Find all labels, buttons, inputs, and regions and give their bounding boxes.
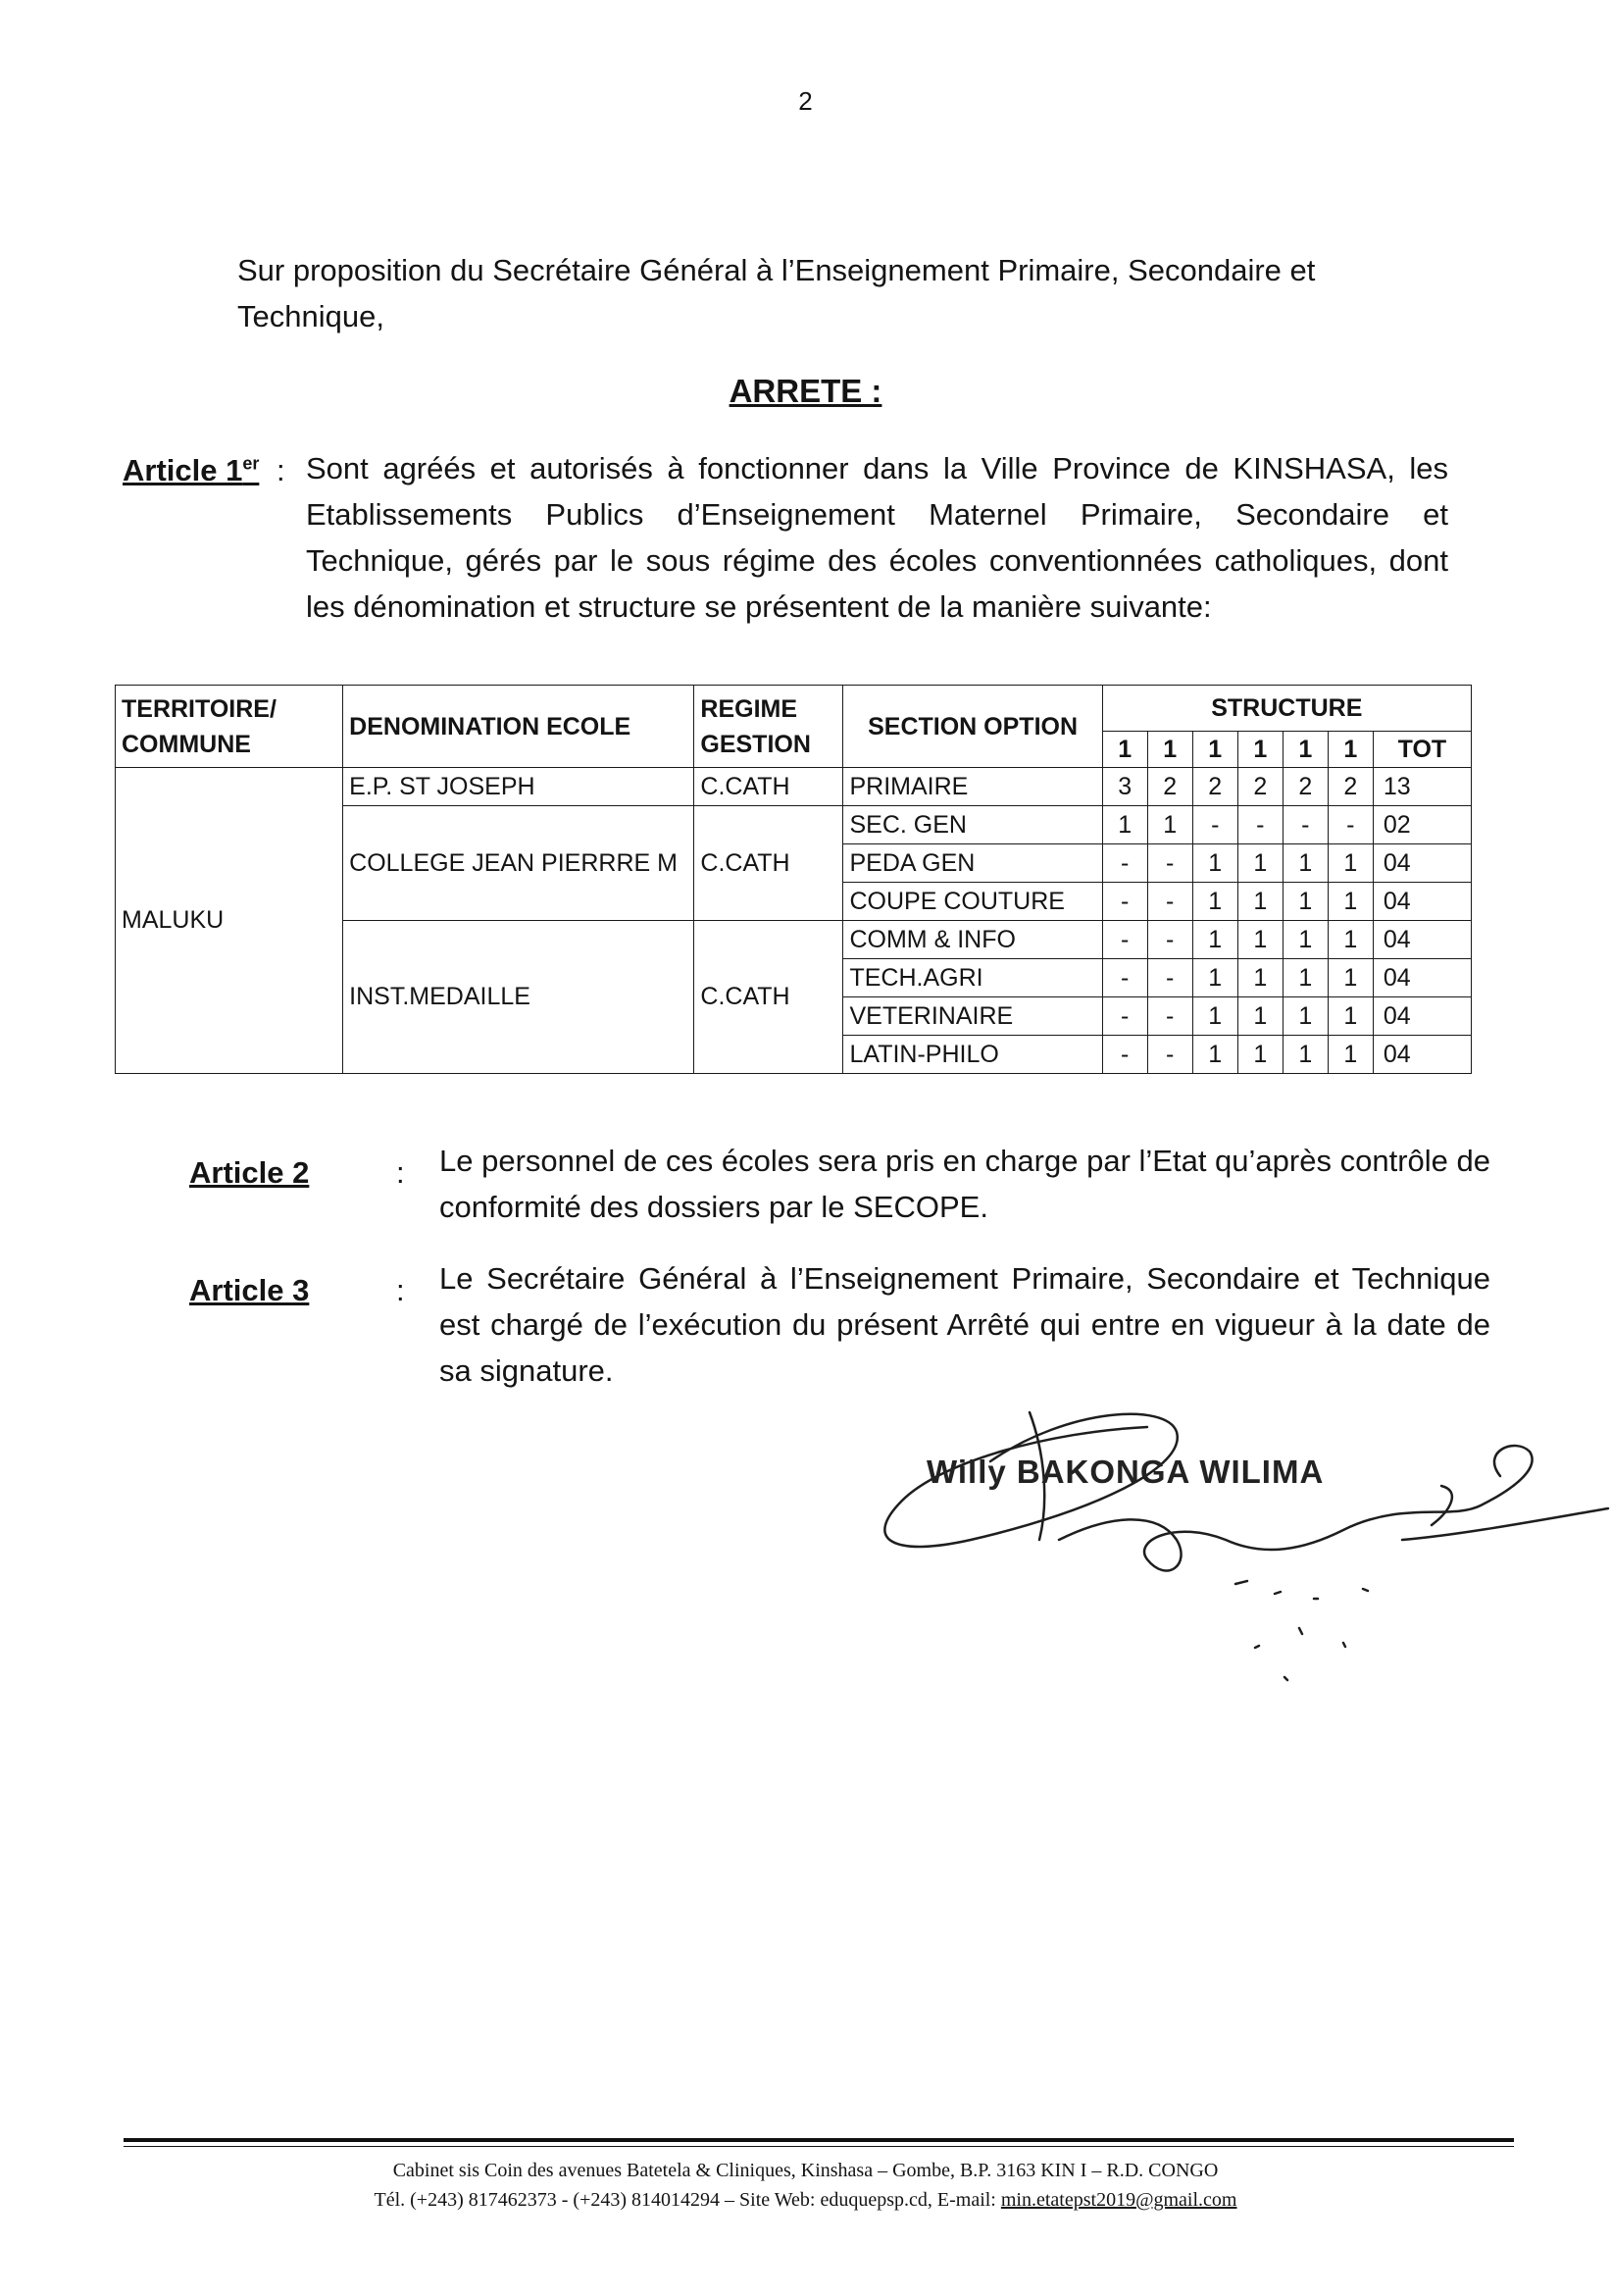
grade-value-cell: 1	[1192, 1036, 1237, 1074]
grade-value-cell: 1	[1283, 921, 1328, 959]
total-cell: 04	[1373, 959, 1471, 997]
grade-value-cell: 1	[1328, 921, 1373, 959]
grade-value-cell: -	[1237, 806, 1283, 844]
total-cell: 04	[1373, 883, 1471, 921]
grade-value-cell: 1	[1283, 1036, 1328, 1074]
grade-value-cell: 1	[1237, 1036, 1283, 1074]
grade-value-cell: 1	[1192, 883, 1237, 921]
school-name-cell: E.P. ST JOSEPH	[343, 768, 694, 806]
grade-value-cell: 1	[1328, 883, 1373, 921]
grade-value-cell: 1	[1147, 806, 1192, 844]
intro-paragraph: Sur proposition du Secrétaire Général à l’Enseignement Primaire, Secondaire et Technique,	[237, 253, 1316, 333]
grade-value-cell: -	[1147, 997, 1192, 1036]
section-cell: PRIMAIRE	[843, 768, 1102, 806]
grade-value-cell: 1	[1328, 959, 1373, 997]
article-3-text: Le Secrétaire Général à l’Enseignement Primaire, Secondaire et Technique est chargé de l’exécution du présent Arrêté qui entre en vigueur à la date de sa signature.	[439, 1261, 1490, 1388]
schools-structure-table	[115, 685, 1472, 1074]
signatory-name: Willy BAKONGA WILIMA	[927, 1454, 1325, 1490]
header-section: SECTION OPTION	[843, 686, 1102, 768]
grade-value-cell: 1	[1283, 883, 1328, 921]
grade-value-cell: -	[1147, 883, 1192, 921]
header-grade: 1	[1237, 732, 1283, 768]
school-name-cell: INST.MEDAILLE	[343, 921, 694, 1074]
grade-value-cell: 2	[1283, 768, 1328, 806]
regime-cell: C.CATH	[694, 806, 843, 921]
grade-value-cell: -	[1102, 844, 1147, 883]
regime-cell: C.CATH	[694, 921, 843, 1074]
table-row	[116, 768, 1472, 806]
grade-value-cell: 1	[1192, 844, 1237, 883]
grade-value-cell: -	[1147, 1036, 1192, 1074]
grade-value-cell: -	[1147, 844, 1192, 883]
section-cell: TECH.AGRI	[843, 959, 1102, 997]
page-number: 2	[798, 86, 813, 116]
grade-value-cell: -	[1147, 921, 1192, 959]
grade-value-cell: 1	[1283, 997, 1328, 1036]
grade-value-cell: 2	[1147, 768, 1192, 806]
header-grade: 1	[1102, 732, 1147, 768]
grade-value-cell: 2	[1237, 768, 1283, 806]
grade-value-cell: 1	[1192, 997, 1237, 1036]
total-cell: 04	[1373, 921, 1471, 959]
grade-value-cell: 1	[1283, 844, 1328, 883]
table-header-row	[116, 686, 1472, 732]
grade-value-cell: 1	[1102, 806, 1147, 844]
header-denomination: DENOMINATION ECOLE	[343, 686, 694, 768]
grade-value-cell: 1	[1237, 997, 1283, 1036]
regime-cell: C.CATH	[694, 768, 843, 806]
article-1-colon: :	[277, 453, 285, 487]
section-cell: LATIN-PHILO	[843, 1036, 1102, 1074]
article-1-label-sup: er	[242, 453, 260, 474]
article-1-text: Sont agréés et autorisés à fonctionner dans la Ville Province de KINSHASA, les Etablissements Publics d’Enseignement Maternel Primaire, Secondaire et Technique, gérés par le sous régime des écoles conventionnées catholiques, dont les dénomination et structure se présentent de la manière suivante:	[306, 451, 1448, 624]
header-grade: 1	[1328, 732, 1373, 768]
total-cell: 04	[1373, 844, 1471, 883]
article-1-label	[123, 453, 259, 488]
section-cell: COUPE COUTURE	[843, 883, 1102, 921]
school-name-cell: COLLEGE JEAN PIERRRE M	[343, 806, 694, 921]
footer-divider-thin	[124, 2146, 1514, 2147]
grade-value-cell: 1	[1237, 844, 1283, 883]
grade-value-cell: 1	[1192, 921, 1237, 959]
header-territoire: TERRITOIRE/ COMMUNE	[116, 686, 343, 768]
article-2-colon: :	[396, 1155, 405, 1190]
grade-value-cell: 3	[1102, 768, 1147, 806]
grade-value-cell: -	[1102, 997, 1147, 1036]
grade-value-cell: -	[1102, 883, 1147, 921]
section-cell: VETERINAIRE	[843, 997, 1102, 1036]
grade-value-cell: 1	[1328, 844, 1373, 883]
grade-value-cell: -	[1102, 921, 1147, 959]
header-tot: TOT	[1373, 732, 1471, 768]
grade-value-cell: 1	[1237, 959, 1283, 997]
grade-value-cell: -	[1147, 959, 1192, 997]
total-cell: 02	[1373, 806, 1471, 844]
grade-value-cell: -	[1102, 959, 1147, 997]
header-regime: REGIME GESTION	[694, 686, 843, 768]
total-cell: 04	[1373, 1036, 1471, 1074]
article-3-colon: :	[396, 1273, 405, 1307]
grade-value-cell: -	[1328, 806, 1373, 844]
header-structure: STRUCTURE	[1102, 686, 1471, 732]
grade-value-cell: -	[1192, 806, 1237, 844]
header-grade: 1	[1192, 732, 1237, 768]
grade-value-cell: 1	[1328, 1036, 1373, 1074]
article-3-label: Article 3	[189, 1273, 310, 1307]
article-2-label: Article 2	[189, 1155, 310, 1190]
total-cell: 13	[1373, 768, 1471, 806]
grade-value-cell: -	[1102, 1036, 1147, 1074]
grade-value-cell: -	[1283, 806, 1328, 844]
header-grade: 1	[1283, 732, 1328, 768]
grade-value-cell: 1	[1237, 921, 1283, 959]
section-cell: PEDA GEN	[843, 844, 1102, 883]
grade-value-cell: 1	[1192, 959, 1237, 997]
grade-value-cell: 1	[1283, 959, 1328, 997]
grade-value-cell: 2	[1328, 768, 1373, 806]
footer-email-link[interactable]: min.etatepst2019@gmail.com	[1000, 2189, 1237, 2211]
header-grade: 1	[1147, 732, 1192, 768]
section-cell: SEC. GEN	[843, 806, 1102, 844]
total-cell: 04	[1373, 997, 1471, 1036]
article-2-text: Le personnel de ces écoles sera pris en charge par l’Etat qu’après contrôle de conformité des dossiers par le SECOPE.	[439, 1144, 1490, 1224]
footer-contact	[0, 2189, 1611, 2212]
territoire-cell: MALUKU	[116, 768, 343, 1074]
section-cell: COMM & INFO	[843, 921, 1102, 959]
grade-value-cell: 1	[1328, 997, 1373, 1036]
grade-value-cell: 2	[1192, 768, 1237, 806]
footer-contact-text: Tél. (+243) 817462373 - (+243) 814014294 – Site Web: eduquepsp.cd, E-mail:	[374, 2189, 1001, 2211]
footer-address: Cabinet sis Coin des avenues Batetela & Cliniques, Kinshasa – Gombe, B.P. 3163 KIN I – R.D. CONGO	[392, 2160, 1219, 2181]
decree-title: ARRETE :	[729, 373, 882, 409]
footer-divider	[124, 2138, 1514, 2142]
article-1-label-text: Article 1	[123, 453, 243, 487]
handwritten-signature	[853, 1393, 1611, 1707]
grade-value-cell: 1	[1237, 883, 1283, 921]
